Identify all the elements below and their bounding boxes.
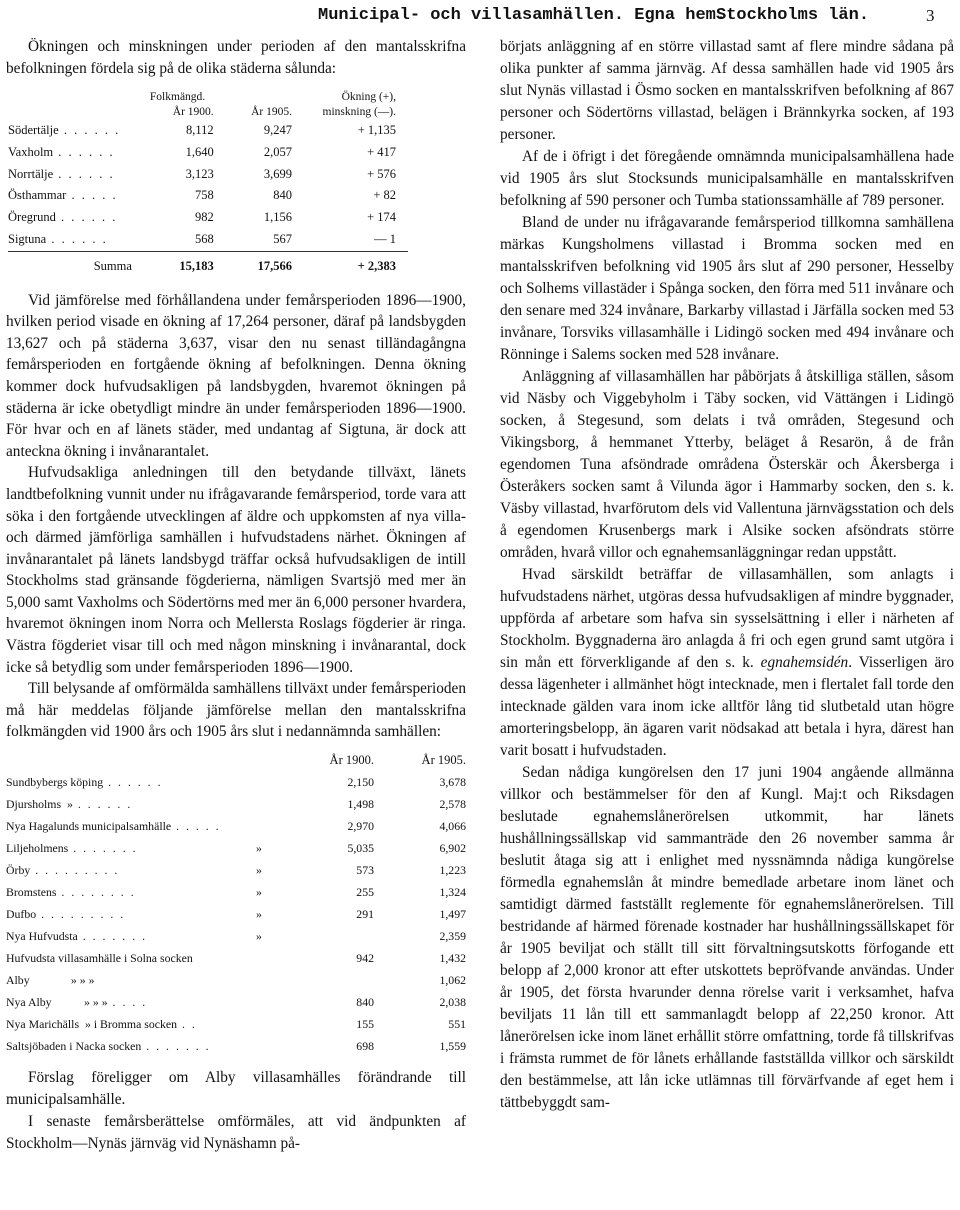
table-row: Örby . . . . . . . . . » 573 1,223 <box>6 863 466 878</box>
table-row: Sigtuna . . . . . . 568 567 — 1 <box>8 229 408 251</box>
table-row: Dufbo . . . . . . . . . » 291 1,497 <box>6 907 466 922</box>
table-row: Sundbybergs köping . . . . . . 2,150 3,678 <box>6 775 466 790</box>
settlement-population-table <box>6 749 466 1057</box>
body-paragraph: börjats anläggning af en större villastad samt af flere mindre sådana på olika punkter af samma järnväg. Af dessa samhällen hade vid 1905 års slut Nynäs villastad i Ösmo socken en mantalsskrifven befolkning af 867 personer och Södertörns villastad, belägen i Brännkyrka socken, af 193 personer. <box>500 38 954 143</box>
header-county: Stockholms län. <box>716 6 870 25</box>
table-row: Saltsjöbaden i Nacka socken . . . . . . . 698 1,559 <box>6 1039 466 1054</box>
table-row: Nya Hufvudsta . . . . . . . » 2,359 <box>6 929 466 944</box>
table-row: Vaxholm . . . . . . 1,640 2,057 + 417 <box>8 144 396 159</box>
body-paragraph: Förslag föreligger om Alby villasamhälles förändrande till municipalsamhälle. <box>6 1069 466 1109</box>
table-row: Liljeholmens . . . . . . . » 5,035 6,902 <box>6 841 466 856</box>
table-header-row <box>8 105 408 120</box>
header-minskning: minskning (—). <box>322 106 396 118</box>
body-paragraph: Vid jämförelse med förhållandena under femårsperioden 1896—1900, hvilken period visade en ökning af 17,264 personer, däraf på landsbygden 13,627 och på städerna 3,637, visar den nu senast tilländagångna femårsperioden en fortgående ökning af befolkningen. Denna ökning kommer dock hufvudsakligen på landsbygden, hvaremot ökningen på städerna är icke obetydligt mindre än under femårsperioden 1896—1900. För hvar och en af länets städer, med undantag af Sigtuna, är dock att anteckna ökning i invånarantalet. <box>6 291 466 460</box>
emphasized-term: egnahemsidén <box>760 654 849 671</box>
body-paragraph: Sedan nådiga kungörelsen den 17 juni 1904 angående allmänna villkor och bestämmelser för den af Kungl. Maj:t och Riksdagen beslutade egnahemslånerörelsen utkommit, har länets hushållningssällskap vid sammanträde den 26 november samma år beslutit åtaga sig att i enlighet med nyssnämnda nådiga kungörelse förmedla egnahemslån åt mindre bemedlade arbetare inom länet och samtidigt därmed fastställt reglemente för egnahemslånerörelsen. Till bestridande af härmed förenade kostnader har hushållningssällskapet för år 1905 beviljat och ställt till sitt förvaltningsutskotts förfogande ett belopp af 2,000 kronor att efter utskottets bepröfvande användas. Under år 1905, det första hvarunder denna rörelse varit i verksamhet, hafva beviljats 11 lån till ett sammanlagdt belopp af 22,250 kronor. Att lånerörelsen icke inom länet erhållit större omfattning, torde få tillskrifvas i främsta rummet de för lånets erhållande fastställda villkor och särskildt den bestämmelse, att lån icke utlämnas till förvärfvande af eget hem i tättbebyggdt sam- <box>500 764 954 1111</box>
body-paragraph: Hufvudsakliga anledningen till den betydande tillväxt, länets landtbefolkning vunnit under nu ifrågavarande femårsperiod, torde vara att söka i den fortgående utvecklingen af äldre och uppkomsten af nya villa- och därmed jämförliga samhällen i hufvudstadens närhet. Ökningen af invånarantalet på länets landsbygd träffar också hufvudsakligen de intill Stockholms stad gränsande fögderierna, nämligen Svartsjö med mer än 5,000 samt Vaxholms och Södertörns med mer än 6,000 personer hvardera, hvaremot ökningen inom Norra och Mellersta Roslags fögderier är ringa. Västra fögderiet visar till och med någon minskning i invånarantal, dock icke så betydlig som under femårsperioden 1896—1900. <box>6 464 466 676</box>
table-row: Östhammar . . . . . 758 840 + 82 <box>8 188 396 203</box>
table-row: Nya Hagalunds municipalsamhälle . . . . . 2,970 4,066 <box>6 819 466 834</box>
header-year-1905: År 1905. <box>251 106 292 118</box>
header-year-1900: År 1900. <box>329 753 374 768</box>
header-okning: Ökning (+), <box>341 91 396 103</box>
table-row: Nya Alby » » » . . . . 840 2,038 <box>6 995 466 1010</box>
body-paragraph: Bland de under nu ifrågavarande femårsperiod tillkomna samhällena märkas Kungsholmens villastad i Bromma socken med en mantalsskrifven befolkning vid 1905 års slut af 290 personer, Hesselby och Solhems villastäder i Spånga socken, den förra med 511 invånare och den senare med 324 invånare, Barkarby villastad i Järfälla socken med 53 invånare, Torsviks villasamhälle i Lidingö socken med 494 invånare och Rönninge i Salems socken med 528 invånare. <box>500 214 954 363</box>
table-row: Djursholms » . . . . . . 1,498 2,578 <box>6 797 466 812</box>
header-year-1900: År 1900. <box>172 106 214 118</box>
table-header-row <box>6 749 466 771</box>
table-row: Alby » » » 1,062 <box>6 973 466 988</box>
page-number: 3 <box>926 6 935 25</box>
running-header <box>0 4 960 30</box>
table-row: Öregrund . . . . . . 982 1,156 + 174 <box>8 210 396 225</box>
table-row: Hufvudsta villasamhälle i Solna socken 942 1,432 <box>6 951 466 966</box>
intro-paragraph: Ökningen och minskningen under perioden af den mantalsskrifna befolkningen fördela sig på de olika städerna sålunda: <box>6 38 466 77</box>
table-row: Södertälje . . . . . . 8,112 9,247 + 1,135 <box>8 123 396 137</box>
table-row: Nya Marichälls » i Bromma socken . . 155 551 <box>6 1017 466 1032</box>
body-paragraph: I senaste femårsberättelse omförmäles, att vid ändpunkten af Stockholm—Nynäs järnväg vid Nynäshamn på- <box>6 1113 466 1153</box>
header-folkmangd: Folkmängd. <box>149 91 206 103</box>
table-sum-row: Summa 15,183 17,566 + 2,383 <box>93 258 396 273</box>
body-paragraph: Hvad särskildt beträffar de villasamhällen, som anlagts i hufvudstadens närhet, utgöras dessa hufvudsakligen af mindre byggnader, uppförda af arbetare som hafva sin sysselsättning i eller i närheten af Stockholm. Byggnaderna äro anlagda å fri och egen grund samt utgöra i sin mån ett förverkligande af den s. k. egnahemsidén. Visserligen äro dessa lägenheter i allmänhet högt intecknade, men i flertalet fall torde den intecknade gälden vara inom icke alltför lång tid slutbetald utan högre amorteringsbelopp, än ägaren varit nödsakad att betala i hyra, därest han varit bosatt i hufvudstaden. <box>500 566 955 759</box>
body-paragraph: Af de i öfrigt i det föregående omnämnda municipalsamhällena hade vid 1905 års slut Stocksunds municipalsamhälle en mantalsskrifven befolkning af 590 personer och Tumba stationssamhälle af 789 personer. <box>500 148 954 209</box>
table-header-row <box>8 90 408 105</box>
header-section-title: Municipal- och villasamhällen. Egna hem. <box>318 6 727 25</box>
right-column <box>500 36 954 1114</box>
table-row: Norrtälje . . . . . . 3,123 3,699 + 576 <box>8 166 396 181</box>
body-paragraph: Anläggning af villasamhällen har påbörjats å åtskilliga ställen, såsom vid Näsby och Viggebyholm i Täby socken, vid Vättängen i Lidingö socken, å Stegesund, som delats i två områden, Stegesund och Vikingsborg, å hemmanet Ytterby, beläget å Resarön, å de från egendomen Tuna afsöndrade områdena Österskär och Åkersberga i Österåkers socken samt å Vilunda ägor i Hammarby socken, den s. k. Väsby villastad, hvarförutom dels vid Vallentuna järnvägsstation och dels å egendomen Krusenbergs mark i Alsike socken afsöndrats större områden, hvarå villor och egnahemsanläggningar redan uppstått. <box>500 368 954 561</box>
population-change-table <box>8 90 408 278</box>
left-column <box>6 36 466 1155</box>
body-paragraph: Till belysande af omförmälda samhällens tillväxt under femårsperioden må här meddelas följande jämförelse mellan den mantalsskrifna folkmängden vid 1900 års och 1905 års slut i nedannämnda samhällen: <box>6 680 466 741</box>
table-row: Bromstens . . . . . . . . » 255 1,324 <box>6 885 466 900</box>
header-year-1905: År 1905. <box>421 753 466 768</box>
